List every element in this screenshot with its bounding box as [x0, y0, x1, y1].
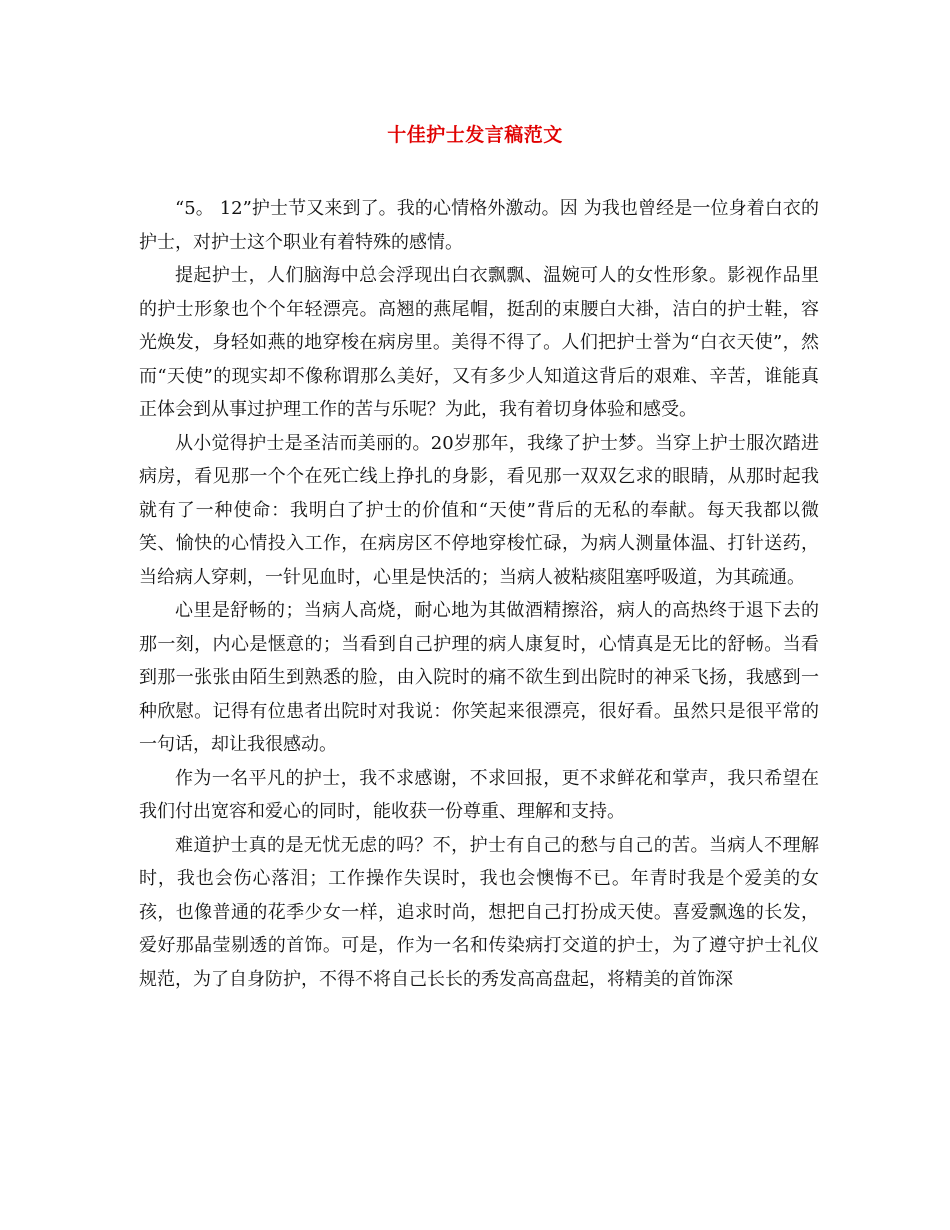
document-title: 十佳护士发言稿范文 [387, 124, 563, 146]
paragraph-1: “5。 12”护士节又来到了。我的心情格外激动。因 为我也曾经是一位身着白衣的护士，对护士这个职业有着特殊的感情。 [139, 198, 819, 253]
paragraph-5: 作为一名平凡的护士，我不求感谢，不求回报，更不求鲜花和掌声，我只希望在我们付出宽容和爱心的同时，能收获一份尊重、理解和支持。 [139, 767, 819, 822]
paragraph-4: 心里是舒畅的；当病人高烧，耐心地为其做酒精擦浴，病人的高热终于退下去的那一刻，内心是惬意的；当看到自己护理的病人康复时，心情真是无比的舒畅。当看到那一张张由陌生到熟悉的脸，由入院时的痛不欲生到出院时的神采飞扬，我感到一种欣慰。记得有位患者出院时对我说：你笑起来很漂亮，很好看。虽然只是很平常的一句话，却让我很感动。 [139, 600, 819, 755]
document-body [139, 192, 819, 996]
paragraph-6: 难道护士真的是无忧无虑的吗？不，护士有自己的愁与自己的苦。当病人不理解时，我也会伤心落泪；工作操作失误时，我也会懊悔不已。年青时我是个爱美的女孩，也像普通的花季少女一样，追求时尚，想把自己打扮成天使。喜爱飘逸的长发，爱好那晶莹剔透的首饰。可是，作为一名和传染病打交道的护士，为了遵守护士礼仪规范，为了自身防护，不得不将自己长长的秀发高高盘起，将精美的首饰深 [139, 834, 819, 990]
paragraph-2: 提起护士，人们脑海中总会浮现出白衣飘飘、温婉可人的女性形象。影视作品里的护士形象也个个年轻漂亮。高翘的燕尾帽，挺刮的束腰白大褂，洁白的护士鞋，容光焕发，身轻如燕的地穿梭在病房里。美得不得了。人们把护士誉为“白衣天使”，然而“天使”的现实却不像称谓那么美好，又有多少人知道这背后的艰难、辛苦，谁能真正体会到从事过护理工作的苦与乐呢？为此，我有着切身体验和感受。 [139, 265, 819, 420]
paragraph-3: 从小觉得护士是圣洁而美丽的。20岁那年，我缘了护士梦。当穿上护士服次踏进病房，看见那一个个在死亡线上挣扎的身影，看见那一双双乞求的眼睛，从那时起我就有了一种使命：我明白了护士的价值和“天使”背后的无私的奉献。每天我都以微笑、愉快的心情投入工作，在病房区不停地穿梭忙碌，为病人测量体温、打针送药，当给病人穿刺，一针见血时，心里是快活的；当病人被粘痰阻塞呼吸道，为其疏通。 [139, 432, 819, 588]
